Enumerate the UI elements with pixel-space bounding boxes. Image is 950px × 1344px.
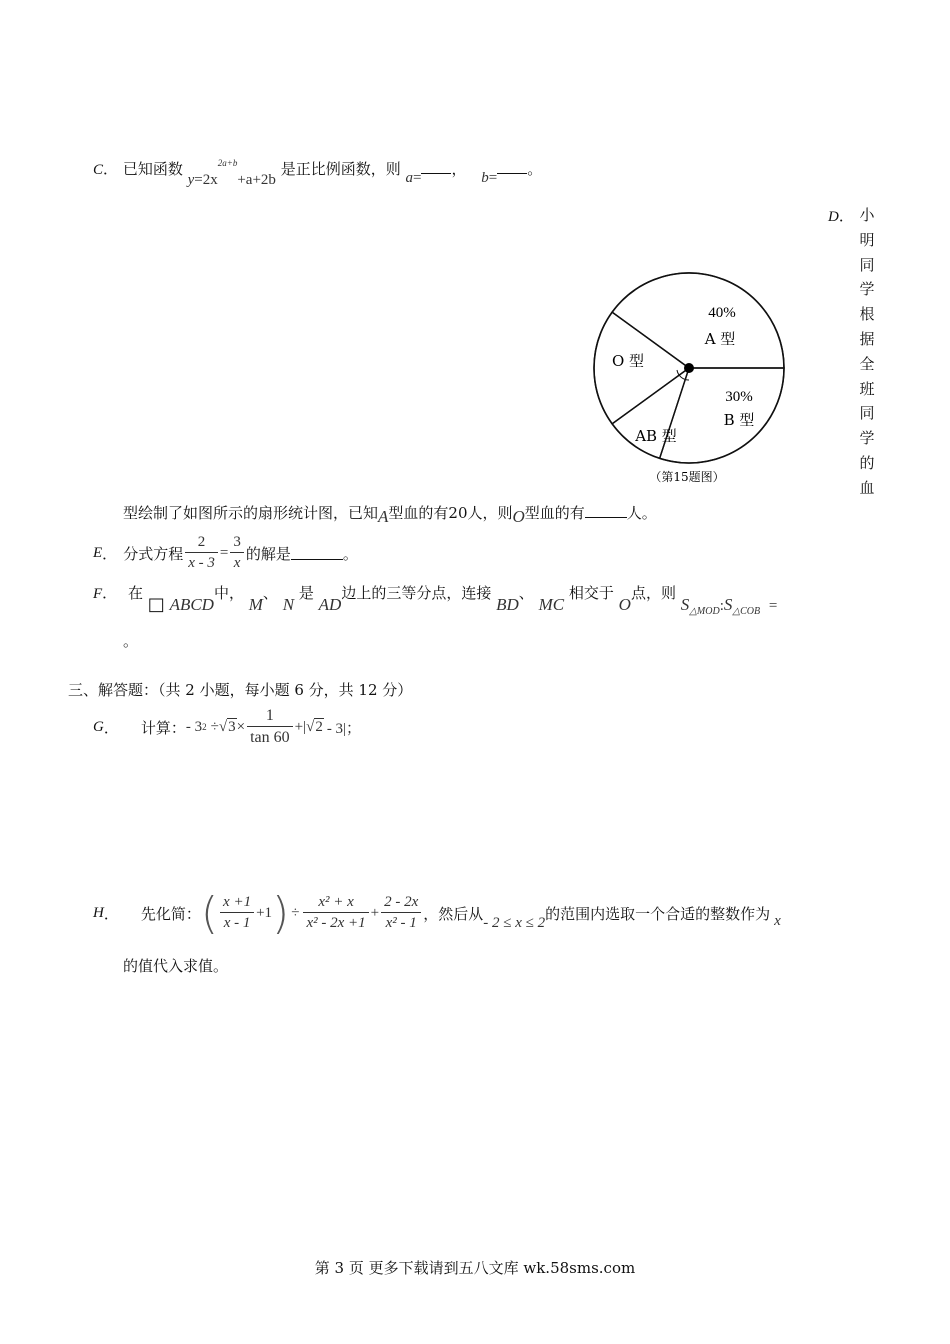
period: 。 <box>123 632 139 650</box>
question-text: 的解是 <box>245 544 291 563</box>
question-letter: E <box>93 544 103 561</box>
vertical-char: 全 <box>859 354 875 373</box>
math-y: y <box>187 172 195 188</box>
sqrt-radicand: 3 <box>228 719 236 735</box>
fraction <box>230 534 244 572</box>
var-M: M <box>248 595 263 614</box>
numerator: 2 - 2x <box>381 894 421 913</box>
math-exponent: 2a+b <box>217 158 238 168</box>
question-letter: D <box>828 209 839 225</box>
period: 。 <box>342 544 358 563</box>
divide-sign: ÷ <box>210 718 219 735</box>
math-term: +1 <box>256 904 273 921</box>
math-term: - 3 <box>185 718 203 735</box>
separator: 、 <box>518 584 534 602</box>
sqrt-symbol: √ <box>218 718 228 735</box>
slice-o-label: O 型 <box>611 352 645 370</box>
math-expr-rest: +a+2b <box>237 172 276 188</box>
figure-abcd: ABCD <box>169 595 214 614</box>
math-term: - 3|； <box>326 720 362 737</box>
answer-blank-b[interactable] <box>497 161 527 174</box>
question-e: E ． 分式方程 $\frac{2}{x - 3}$ = $\frac{3}{x}$ 的解是 。 <box>93 534 358 571</box>
question-letter: F <box>93 586 103 602</box>
segment-bd: BD <box>496 595 519 614</box>
area-symbol: S <box>680 595 690 614</box>
question-text: 已知函数 <box>122 160 183 178</box>
question-d-label: D． <box>828 207 854 225</box>
var-x: x <box>774 912 781 929</box>
question-text: 在 <box>127 584 143 602</box>
area-symbol: S <box>723 595 733 614</box>
fraction <box>303 894 368 932</box>
question-h: H ． 先化简： ( $\frac{x +1}{x - 1}$ +1 ) ÷ $\frac{\text{x² + x}}{\text{x² - 2x +1}}$ + $\frac{2 - 2x}{\text{x² - 1}}$ ，然后从 - 2 ≤ x ≤ 2 的范围内选取一个合适的整数作为 x <box>93 887 781 939</box>
fraction <box>220 894 254 932</box>
sqrt-radicand: 2 <box>315 719 323 735</box>
vertical-char: 学 <box>859 429 875 448</box>
section-title: 三、解答题：（共 2 小题，每小题 6 分，共 12 分） <box>68 681 413 699</box>
question-c: C． 已知函数 $y=2x^{2a+b}+a+2b$ 是正比例函数，则 a= ， b= 。 <box>93 158 543 188</box>
segment-mc: MC <box>538 595 565 614</box>
slice-ab-label: AB 型 <box>635 427 677 445</box>
vertical-char: 的 <box>859 453 875 472</box>
vertical-char: 小 <box>859 206 875 224</box>
vertical-char: 根 <box>859 305 875 324</box>
numerator: 2 <box>185 534 218 553</box>
var-A: A <box>378 507 389 526</box>
var-a: a <box>405 170 413 186</box>
numerator: 3 <box>230 534 244 553</box>
numerator: x +1 <box>220 894 254 913</box>
denominator: x² - 1 <box>385 915 417 931</box>
question-f: F． 在 □ ABCD中， M、 N 是 AD边上的三等分点，连接 BD、 MC 相交于 O点，则 $S_{\triangle MOD}:S_{\triangle COB}$ = <box>93 584 778 617</box>
denominator: x <box>233 555 241 571</box>
numerator: 1 <box>247 707 293 727</box>
chart-caption: （第15题图） <box>649 470 725 484</box>
question-text: 分式方程 <box>123 544 184 563</box>
page-footer: 第 3 页 更多下载请到五八文库 wk.58sms.com <box>314 1259 636 1277</box>
pie-center-dot <box>684 363 694 373</box>
vertical-char: 同 <box>859 404 875 423</box>
question-f-end <box>123 630 138 651</box>
vertical-char: 同 <box>859 255 875 274</box>
equals-sign: = <box>488 170 498 186</box>
question-letter: G <box>93 718 104 735</box>
question-text: ，然后从 <box>423 904 484 923</box>
area-subscript: △COB <box>732 606 761 617</box>
slice-b-label: B 型 <box>723 411 755 429</box>
denominator: tan 60 <box>250 729 290 746</box>
question-text: 点，则 <box>630 584 676 602</box>
question-text: 型绘制了如图所示的扇形统计图，已知 <box>123 504 379 522</box>
denominator: x - 3 <box>188 555 215 571</box>
var-O: O <box>512 507 525 526</box>
question-text: 边上的三等分点，连接 <box>341 584 492 602</box>
fraction <box>381 894 421 932</box>
area-subscript: △MOD <box>689 606 720 617</box>
segment-ad: AD <box>318 595 342 614</box>
left-paren: ( <box>200 887 219 939</box>
vertical-char: 据 <box>859 329 875 348</box>
separator: 、 <box>262 584 278 602</box>
vertical-char: 班 <box>859 379 875 398</box>
question-text: 型血的有 <box>524 504 585 522</box>
slice-b-percent: 30% <box>725 389 753 405</box>
math-expr: =2x <box>194 172 218 188</box>
question-text: 型血的有20人，则 <box>388 504 513 522</box>
var-O: O <box>618 595 631 614</box>
question-text: 中， <box>213 584 244 602</box>
fraction <box>185 534 218 572</box>
blood-type-pie-chart <box>585 265 795 490</box>
question-text: 计算： <box>140 718 186 737</box>
question-text: 的范围内选取一个合适的整数作为 <box>545 904 771 923</box>
question-letter: C <box>93 162 104 178</box>
question-text: 人。 <box>626 504 657 522</box>
exponent: 2 <box>202 722 207 732</box>
var-N: N <box>282 595 295 614</box>
math-term: +| <box>294 718 307 735</box>
divide-sign: ÷ <box>291 904 300 921</box>
separator: ， <box>451 160 467 178</box>
parallelogram-symbol: □ <box>147 594 165 615</box>
vertical-char: 学 <box>859 280 875 299</box>
question-text: 是正比例函数，则 <box>280 160 401 178</box>
var-b: b <box>481 170 489 186</box>
equals-sign: = <box>412 170 422 186</box>
question-g: G ． 计算： - 3 2 ÷ √ 3 × $\frac{1}{\tan 60}$ +| √ 2 - 3|； <box>93 707 362 746</box>
ratio-colon: : <box>719 598 724 614</box>
question-text: 相交于 <box>568 584 614 602</box>
question-letter: H <box>93 904 104 921</box>
sqrt-symbol: √ <box>306 718 315 735</box>
answer-blank[interactable] <box>291 547 343 560</box>
equals-sign: = <box>219 544 229 561</box>
slice-a-percent: 40% <box>708 305 736 321</box>
question-d-vertical-text <box>857 203 877 501</box>
answer-blank-a[interactable] <box>421 161 451 174</box>
answer-blank[interactable] <box>585 505 627 518</box>
times-sign: × <box>236 718 246 735</box>
question-text: 先化简： <box>140 904 201 923</box>
slice-a-label: A 型 <box>704 330 736 348</box>
vertical-char: 明 <box>859 230 875 249</box>
period: 。 <box>527 160 543 178</box>
question-d-continuation <box>123 502 657 526</box>
question-text: 是 <box>298 584 314 602</box>
question-h-continuation: 的值代入求值。 <box>123 957 229 975</box>
denominator: x - 1 <box>223 915 251 931</box>
numerator: x² + x <box>303 894 368 913</box>
equals-sign: = <box>768 598 778 614</box>
range-expression: - 2 ≤ x ≤ 2 <box>483 914 546 931</box>
plus-sign: + <box>370 904 380 921</box>
right-paren: ) <box>272 887 290 939</box>
denominator: x² - 2x +1 <box>306 915 366 931</box>
fraction <box>247 707 293 747</box>
vertical-char: 血 <box>859 478 875 497</box>
